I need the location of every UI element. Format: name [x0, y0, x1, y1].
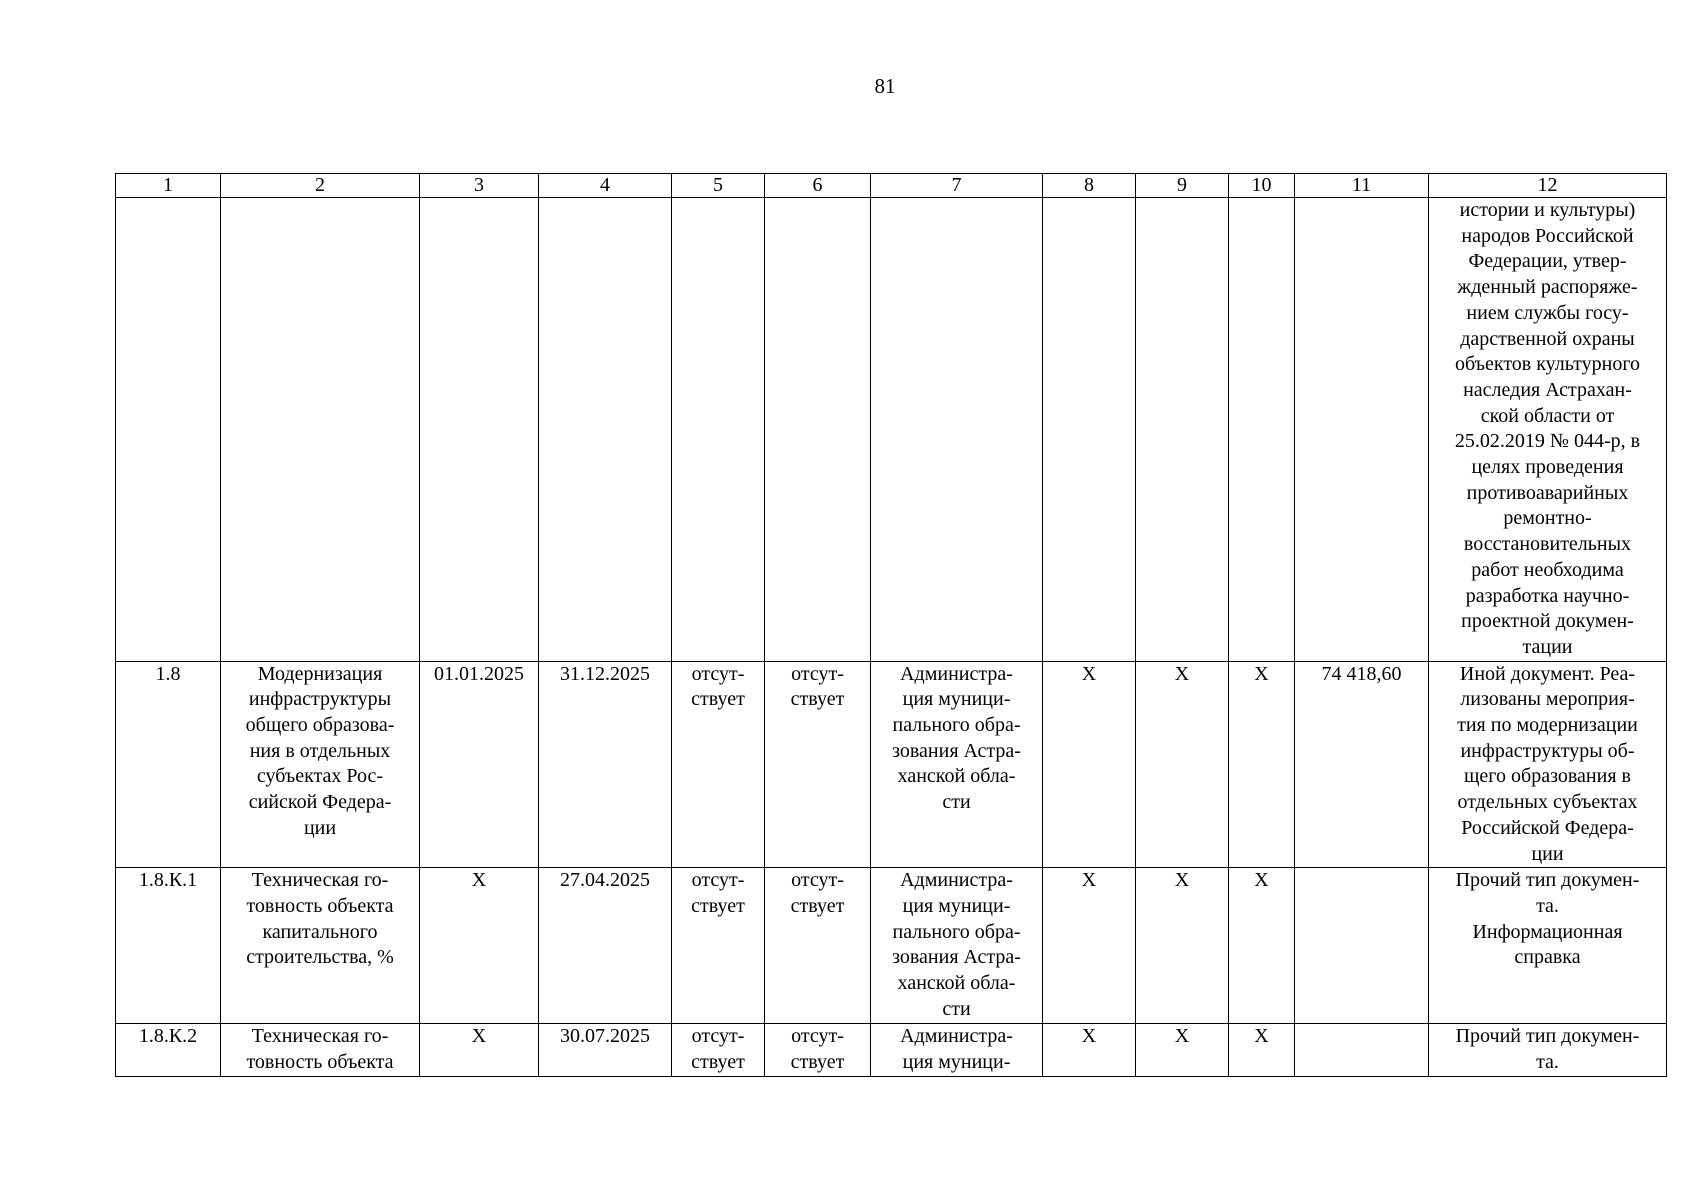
cell-number — [116, 198, 221, 662]
column-number-5: 5 — [672, 174, 765, 198]
cell-end-date — [539, 198, 672, 662]
cell-number: 1.8.К.2 — [116, 1024, 221, 1076]
cell-start-date: X — [420, 868, 539, 1024]
cell-amount: 74 418,60 — [1295, 661, 1429, 868]
cell-col5: отсут- ствует — [672, 868, 765, 1024]
table-row-1-8-k-2 — [116, 1024, 1667, 1076]
cell-amount — [1295, 868, 1429, 1024]
cell-name: Техническая го- товность объекта капитального строительства, % — [221, 868, 420, 1024]
column-number-6: 6 — [765, 174, 871, 198]
column-number-4: 4 — [539, 174, 672, 198]
cell-end-date: 31.12.2025 — [539, 661, 672, 868]
column-number-11: 11 — [1295, 174, 1429, 198]
cell-col10 — [1229, 198, 1295, 662]
cell-responsible: Администра- ция муници- пального обра- зования Астра- ханской обла- сти — [871, 661, 1043, 868]
cell-start-date — [420, 198, 539, 662]
cell-name — [221, 198, 420, 662]
cell-col6: отсут- ствует — [765, 1024, 871, 1076]
cell-col8: X — [1043, 661, 1136, 868]
cell-amount — [1295, 198, 1429, 662]
cell-document: Прочий тип докумен- та. Информационная справка — [1429, 868, 1667, 1024]
cell-start-date: X — [420, 1024, 539, 1076]
cell-document: Иной документ. Реа- лизованы мероприя- тия по модернизации инфраструктуры об- щего образования в отдельных субъектах Российской Федера- ции — [1429, 661, 1667, 868]
cell-col5: отсут- ствует — [672, 661, 765, 868]
cell-responsible: Администра- ция муници- пального обра- зования Астра- ханской обла- сти — [871, 868, 1043, 1024]
cell-name: Техническая го- товность объекта — [221, 1024, 420, 1076]
column-number-7: 7 — [871, 174, 1043, 198]
cell-col6: отсут- ствует — [765, 661, 871, 868]
cell-col9: X — [1136, 661, 1229, 868]
cell-document: Прочий тип докумен- та. — [1429, 1024, 1667, 1076]
column-number-2: 2 — [221, 174, 420, 198]
cell-start-date: 01.01.2025 — [420, 661, 539, 868]
column-number-3: 3 — [420, 174, 539, 198]
cell-responsible: Администра- ция муници- — [871, 1024, 1043, 1076]
cell-col8 — [1043, 198, 1136, 662]
column-number-12: 12 — [1429, 174, 1667, 198]
cell-name: Модернизация инфраструктуры общего образова- ния в отдельных субъектах Рос- сийской Федера- ции — [221, 661, 420, 868]
cell-number: 1.8.К.1 — [116, 868, 221, 1024]
cell-col6 — [765, 198, 871, 662]
column-number-10: 10 — [1229, 174, 1295, 198]
cell-document: истории и культуры) народов Российской Федерации, утвер- жденный распоряже- нием службы госу- дарственной охраны объектов культурного наследия Астрахан- ской области от 25.02.2019 № 044-р, в целях проведения противоаварийных ремонтно- восстановительных работ необходима разработка научно- проектной докумен- тации — [1429, 198, 1667, 662]
column-number-8: 8 — [1043, 174, 1136, 198]
cell-col9: X — [1136, 868, 1229, 1024]
cell-col6: отсут- ствует — [765, 868, 871, 1024]
cell-col10: X — [1229, 661, 1295, 868]
cell-col9 — [1136, 198, 1229, 662]
column-number-9: 9 — [1136, 174, 1229, 198]
cell-amount — [1295, 1024, 1429, 1076]
column-number-1: 1 — [116, 174, 221, 198]
cell-col8: X — [1043, 868, 1136, 1024]
cell-col10: X — [1229, 868, 1295, 1024]
cell-col8: X — [1043, 1024, 1136, 1076]
cell-col10: X — [1229, 1024, 1295, 1076]
cell-col9: X — [1136, 1024, 1229, 1076]
cell-end-date: 27.04.2025 — [539, 868, 672, 1024]
cell-responsible — [871, 198, 1043, 662]
column-number-row — [116, 174, 1667, 198]
cell-col5 — [672, 198, 765, 662]
cell-number: 1.8 — [116, 661, 221, 868]
plan-table — [115, 173, 1667, 1077]
table-row-continuation — [116, 198, 1667, 662]
table-row-1-8 — [116, 661, 1667, 868]
page-number: 81 — [874, 74, 896, 98]
cell-col5: отсут- ствует — [672, 1024, 765, 1076]
table-row-1-8-k-1 — [116, 868, 1667, 1024]
cell-end-date: 30.07.2025 — [539, 1024, 672, 1076]
